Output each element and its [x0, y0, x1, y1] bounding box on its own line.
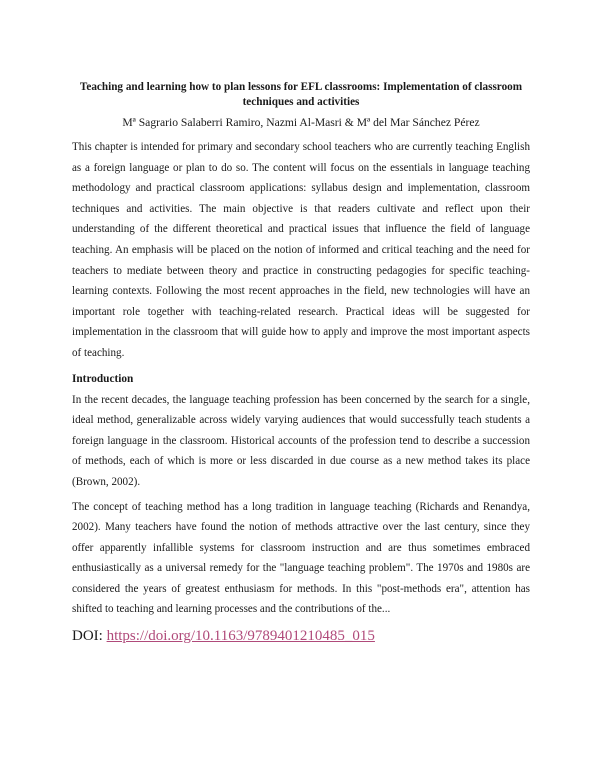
document-page	[72, 80, 530, 646]
intro-paragraph-2: The concept of teaching method has a long tradition in language teaching (Richards and Renandya, 2002). Many teachers have found the notion of methods attractive over the last century, since they offer apparently infallible systems for classroom instruction and are thus sometimes embraced enthusiastically as a universal remedy for the "language teaching problem". The 1970s and 1980s are considered the years of greatest enthusiasm for methods. In this "post-methods era", attention has shifted to teaching and learning processes and the contributions of the...	[72, 500, 530, 616]
document-title: Teaching and learning how to plan lessons for EFL classrooms: Implementation of classroom techniques and activities	[79, 81, 523, 108]
abstract-paragraph: This chapter is intended for primary and secondary school teachers who are currently teaching English as a foreign language or plan to do so. The content will focus on the essentials in language teaching methodology and practical classroom applications: syllabus design and implementation, classroom techniques and activities. The main objective is that readers cultivate and reflect upon their understanding of the different theoretical and practical issues that influence the field of language teaching. An emphasis will be placed on the notion of informed and critical teaching and the need for teachers to mediate between theory and practice in constructing pedagogies for specific teaching-learning contexts. Following the most recent approaches in the field, new technologies will have an important role together with teaching-related research. Practical ideas will be suggested for implementation in the classroom that will guide how to apply and improve the most important aspects of teaching.	[72, 141, 530, 359]
doi-label: DOI:	[72, 628, 107, 645]
doi-link[interactable]: https://doi.org/10.1163/9789401210485_015	[106, 628, 375, 645]
document-authors: Mª Sagrario Salaberri Ramiro, Nazmi Al-Masri & Mª del Mar Sánchez Pérez	[122, 116, 480, 129]
doi-line	[72, 626, 530, 646]
section-heading-introduction: Introduction	[72, 372, 134, 385]
intro-paragraph-1: In the recent decades, the language teaching profession has been concerned by the search for a single, ideal method, generalizable across widely varying audiences that would successfully teach students a foreign language in the classroom. Historical accounts of the profession tend to describe a succession of methods, each of which is more or less discarded in due course as a new method takes its place (Brown, 2002).	[72, 393, 530, 488]
